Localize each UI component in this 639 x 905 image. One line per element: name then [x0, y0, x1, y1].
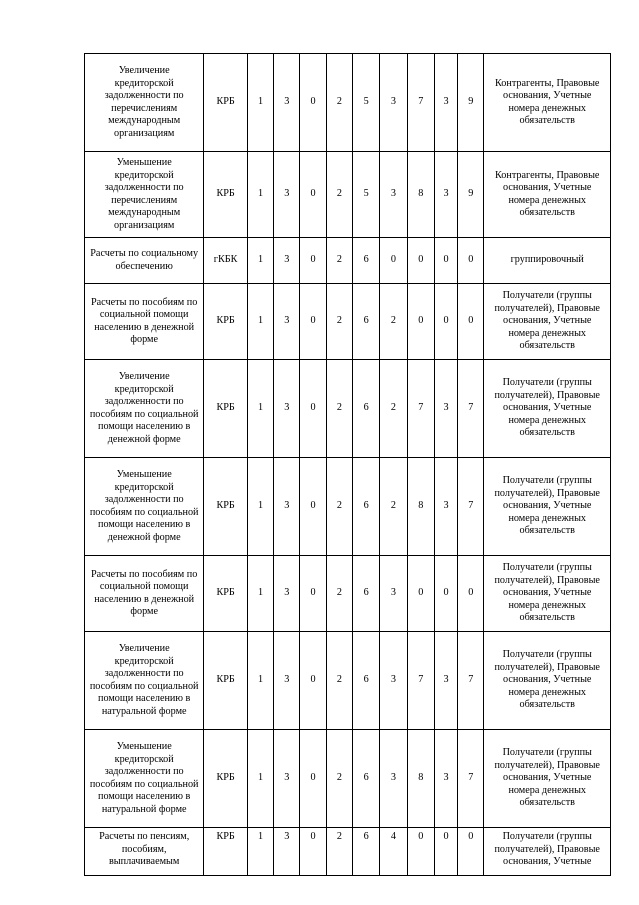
digit-cell: 6: [353, 828, 380, 876]
analytics-cell: Получатели (группы получателей), Правовые основания, Учетные номера денежных обязательств: [484, 284, 611, 360]
account-name-cell: Расчеты по пособиям по социальной помощи населению в денежной форме: [85, 556, 204, 632]
digit-cell: 0: [300, 360, 326, 458]
analytics-cell: Контрагенты, Правовые основания, Учетные номера денежных обязательств: [484, 152, 611, 238]
digit-cell: 2: [326, 238, 352, 284]
code-type-cell: КРБ: [204, 284, 247, 360]
analytics-cell: Контрагенты, Правовые основания, Учетные номера денежных обязательств: [484, 54, 611, 152]
analytics-cell: Получатели (группы получателей), Правовые основания, Учетные: [484, 828, 611, 876]
digit-cell: 1: [247, 152, 273, 238]
digit-cell: 2: [326, 152, 352, 238]
digit-cell: 2: [326, 284, 352, 360]
digit-cell: 3: [434, 632, 457, 730]
digit-cell: 8: [407, 152, 434, 238]
digit-cell: 3: [274, 284, 300, 360]
digit-cell: 2: [326, 828, 352, 876]
digit-cell: 0: [300, 152, 326, 238]
table-row: [85, 632, 611, 730]
digit-cell: 7: [407, 632, 434, 730]
digit-cell: 3: [434, 458, 457, 556]
account-name-cell: Расчеты по социальному обеспечению: [85, 238, 204, 284]
digit-cell: 7: [407, 360, 434, 458]
digit-cell: 7: [458, 632, 484, 730]
analytics-cell: Получатели (группы получателей), Правовые основания, Учетные номера денежных обязательств: [484, 632, 611, 730]
digit-cell: 7: [407, 54, 434, 152]
code-type-cell: КРБ: [204, 458, 247, 556]
digit-cell: 9: [458, 54, 484, 152]
digit-cell: 3: [274, 238, 300, 284]
digit-cell: 2: [380, 284, 407, 360]
digit-cell: 0: [407, 556, 434, 632]
code-type-cell: КРБ: [204, 54, 247, 152]
digit-cell: 7: [458, 458, 484, 556]
analytics-cell: Получатели (группы получателей), Правовые основания, Учетные номера денежных обязательств: [484, 360, 611, 458]
digit-cell: 2: [380, 360, 407, 458]
digit-cell: 0: [458, 238, 484, 284]
digit-cell: 0: [300, 458, 326, 556]
digit-cell: 0: [407, 828, 434, 876]
digit-cell: 0: [434, 284, 457, 360]
table-row: [85, 556, 611, 632]
digit-cell: 5: [353, 152, 380, 238]
digit-cell: 3: [274, 458, 300, 556]
digit-cell: 2: [326, 632, 352, 730]
code-type-cell: гКБК: [204, 238, 247, 284]
code-type-cell: КРБ: [204, 730, 247, 828]
digit-cell: 0: [300, 238, 326, 284]
digit-cell: 0: [380, 238, 407, 284]
digit-cell: 3: [274, 828, 300, 876]
digit-cell: 5: [353, 54, 380, 152]
analytics-cell: Получатели (группы получателей), Правовые основания, Учетные номера денежных обязательств: [484, 730, 611, 828]
digit-cell: 3: [274, 632, 300, 730]
digit-cell: 0: [300, 828, 326, 876]
digit-cell: 8: [407, 458, 434, 556]
digit-cell: 0: [300, 284, 326, 360]
digit-cell: 1: [247, 238, 273, 284]
digit-cell: 1: [247, 632, 273, 730]
digit-cell: 3: [434, 730, 457, 828]
digit-cell: 6: [353, 632, 380, 730]
account-name-cell: Расчеты по пенсиям, пособиям, выплачиваемым: [85, 828, 204, 876]
digit-cell: 9: [458, 152, 484, 238]
digit-cell: 2: [326, 730, 352, 828]
digit-cell: 1: [247, 730, 273, 828]
digit-cell: 6: [353, 238, 380, 284]
account-name-cell: Расчеты по пособиям по социальной помощи населению в денежной форме: [85, 284, 204, 360]
table-row: [85, 238, 611, 284]
digit-cell: 0: [407, 238, 434, 284]
digit-cell: 3: [380, 556, 407, 632]
code-type-cell: КРБ: [204, 152, 247, 238]
digit-cell: 6: [353, 458, 380, 556]
digit-cell: 2: [380, 458, 407, 556]
digit-cell: 7: [458, 360, 484, 458]
digit-cell: 1: [247, 556, 273, 632]
digit-cell: 3: [380, 152, 407, 238]
digit-cell: 0: [434, 828, 457, 876]
code-type-cell: КРБ: [204, 360, 247, 458]
digit-cell: 2: [326, 458, 352, 556]
digit-cell: 2: [326, 556, 352, 632]
digit-cell: 1: [247, 284, 273, 360]
account-name-cell: Увеличение кредиторской задолженности по пособиям по социальной помощи населению в денежной форме: [85, 360, 204, 458]
table-row: [85, 730, 611, 828]
table-row: [85, 152, 611, 238]
digit-cell: 0: [300, 730, 326, 828]
digit-cell: 1: [247, 54, 273, 152]
digit-cell: 0: [434, 238, 457, 284]
digit-cell: 0: [300, 556, 326, 632]
digit-cell: 1: [247, 828, 273, 876]
digit-cell: 6: [353, 556, 380, 632]
analytics-cell: Получатели (группы получателей), Правовые основания, Учетные номера денежных обязательств: [484, 556, 611, 632]
account-name-cell: Уменьшение кредиторской задолженности по перечислениям международным организациям: [85, 152, 204, 238]
digit-cell: 0: [407, 284, 434, 360]
digit-cell: 8: [407, 730, 434, 828]
account-name-cell: Увеличение кредиторской задолженности по пособиям по социальной помощи населению в натуральной форме: [85, 632, 204, 730]
digit-cell: 7: [458, 730, 484, 828]
digit-cell: 3: [380, 54, 407, 152]
code-type-cell: КРБ: [204, 556, 247, 632]
digit-cell: 0: [300, 632, 326, 730]
digit-cell: 3: [434, 54, 457, 152]
digit-cell: 3: [274, 730, 300, 828]
digit-cell: 3: [380, 632, 407, 730]
digit-cell: 3: [434, 360, 457, 458]
digit-cell: 2: [326, 360, 352, 458]
table-row: [85, 284, 611, 360]
digit-cell: 3: [274, 556, 300, 632]
digit-cell: 3: [274, 54, 300, 152]
table-row: [85, 458, 611, 556]
digit-cell: 1: [247, 458, 273, 556]
account-name-cell: Увеличение кредиторской задолженности по перечислениям международным организациям: [85, 54, 204, 152]
digit-cell: 6: [353, 284, 380, 360]
digit-cell: 0: [434, 556, 457, 632]
digit-cell: 0: [458, 828, 484, 876]
table-row: [85, 360, 611, 458]
code-type-cell: КРБ: [204, 828, 247, 876]
analytics-cell: Получатели (группы получателей), Правовые основания, Учетные номера денежных обязательств: [484, 458, 611, 556]
analytics-cell: группировочный: [484, 238, 611, 284]
account-name-cell: Уменьшение кредиторской задолженности по пособиям по социальной помощи населению в натуральной форме: [85, 730, 204, 828]
digit-cell: 1: [247, 360, 273, 458]
digit-cell: 0: [458, 556, 484, 632]
digit-cell: 3: [380, 730, 407, 828]
table-row: [85, 54, 611, 152]
digit-cell: 0: [300, 54, 326, 152]
account-name-cell: Уменьшение кредиторской задолженности по пособиям по социальной помощи населению в денежной форме: [85, 458, 204, 556]
digit-cell: 3: [274, 360, 300, 458]
digit-cell: 2: [326, 54, 352, 152]
digit-cell: 6: [353, 360, 380, 458]
digit-cell: 4: [380, 828, 407, 876]
code-type-cell: КРБ: [204, 632, 247, 730]
digit-cell: 6: [353, 730, 380, 828]
account-codes-table: [84, 53, 611, 876]
table-row: [85, 828, 611, 876]
digit-cell: 0: [458, 284, 484, 360]
digit-cell: 3: [274, 152, 300, 238]
digit-cell: 3: [434, 152, 457, 238]
